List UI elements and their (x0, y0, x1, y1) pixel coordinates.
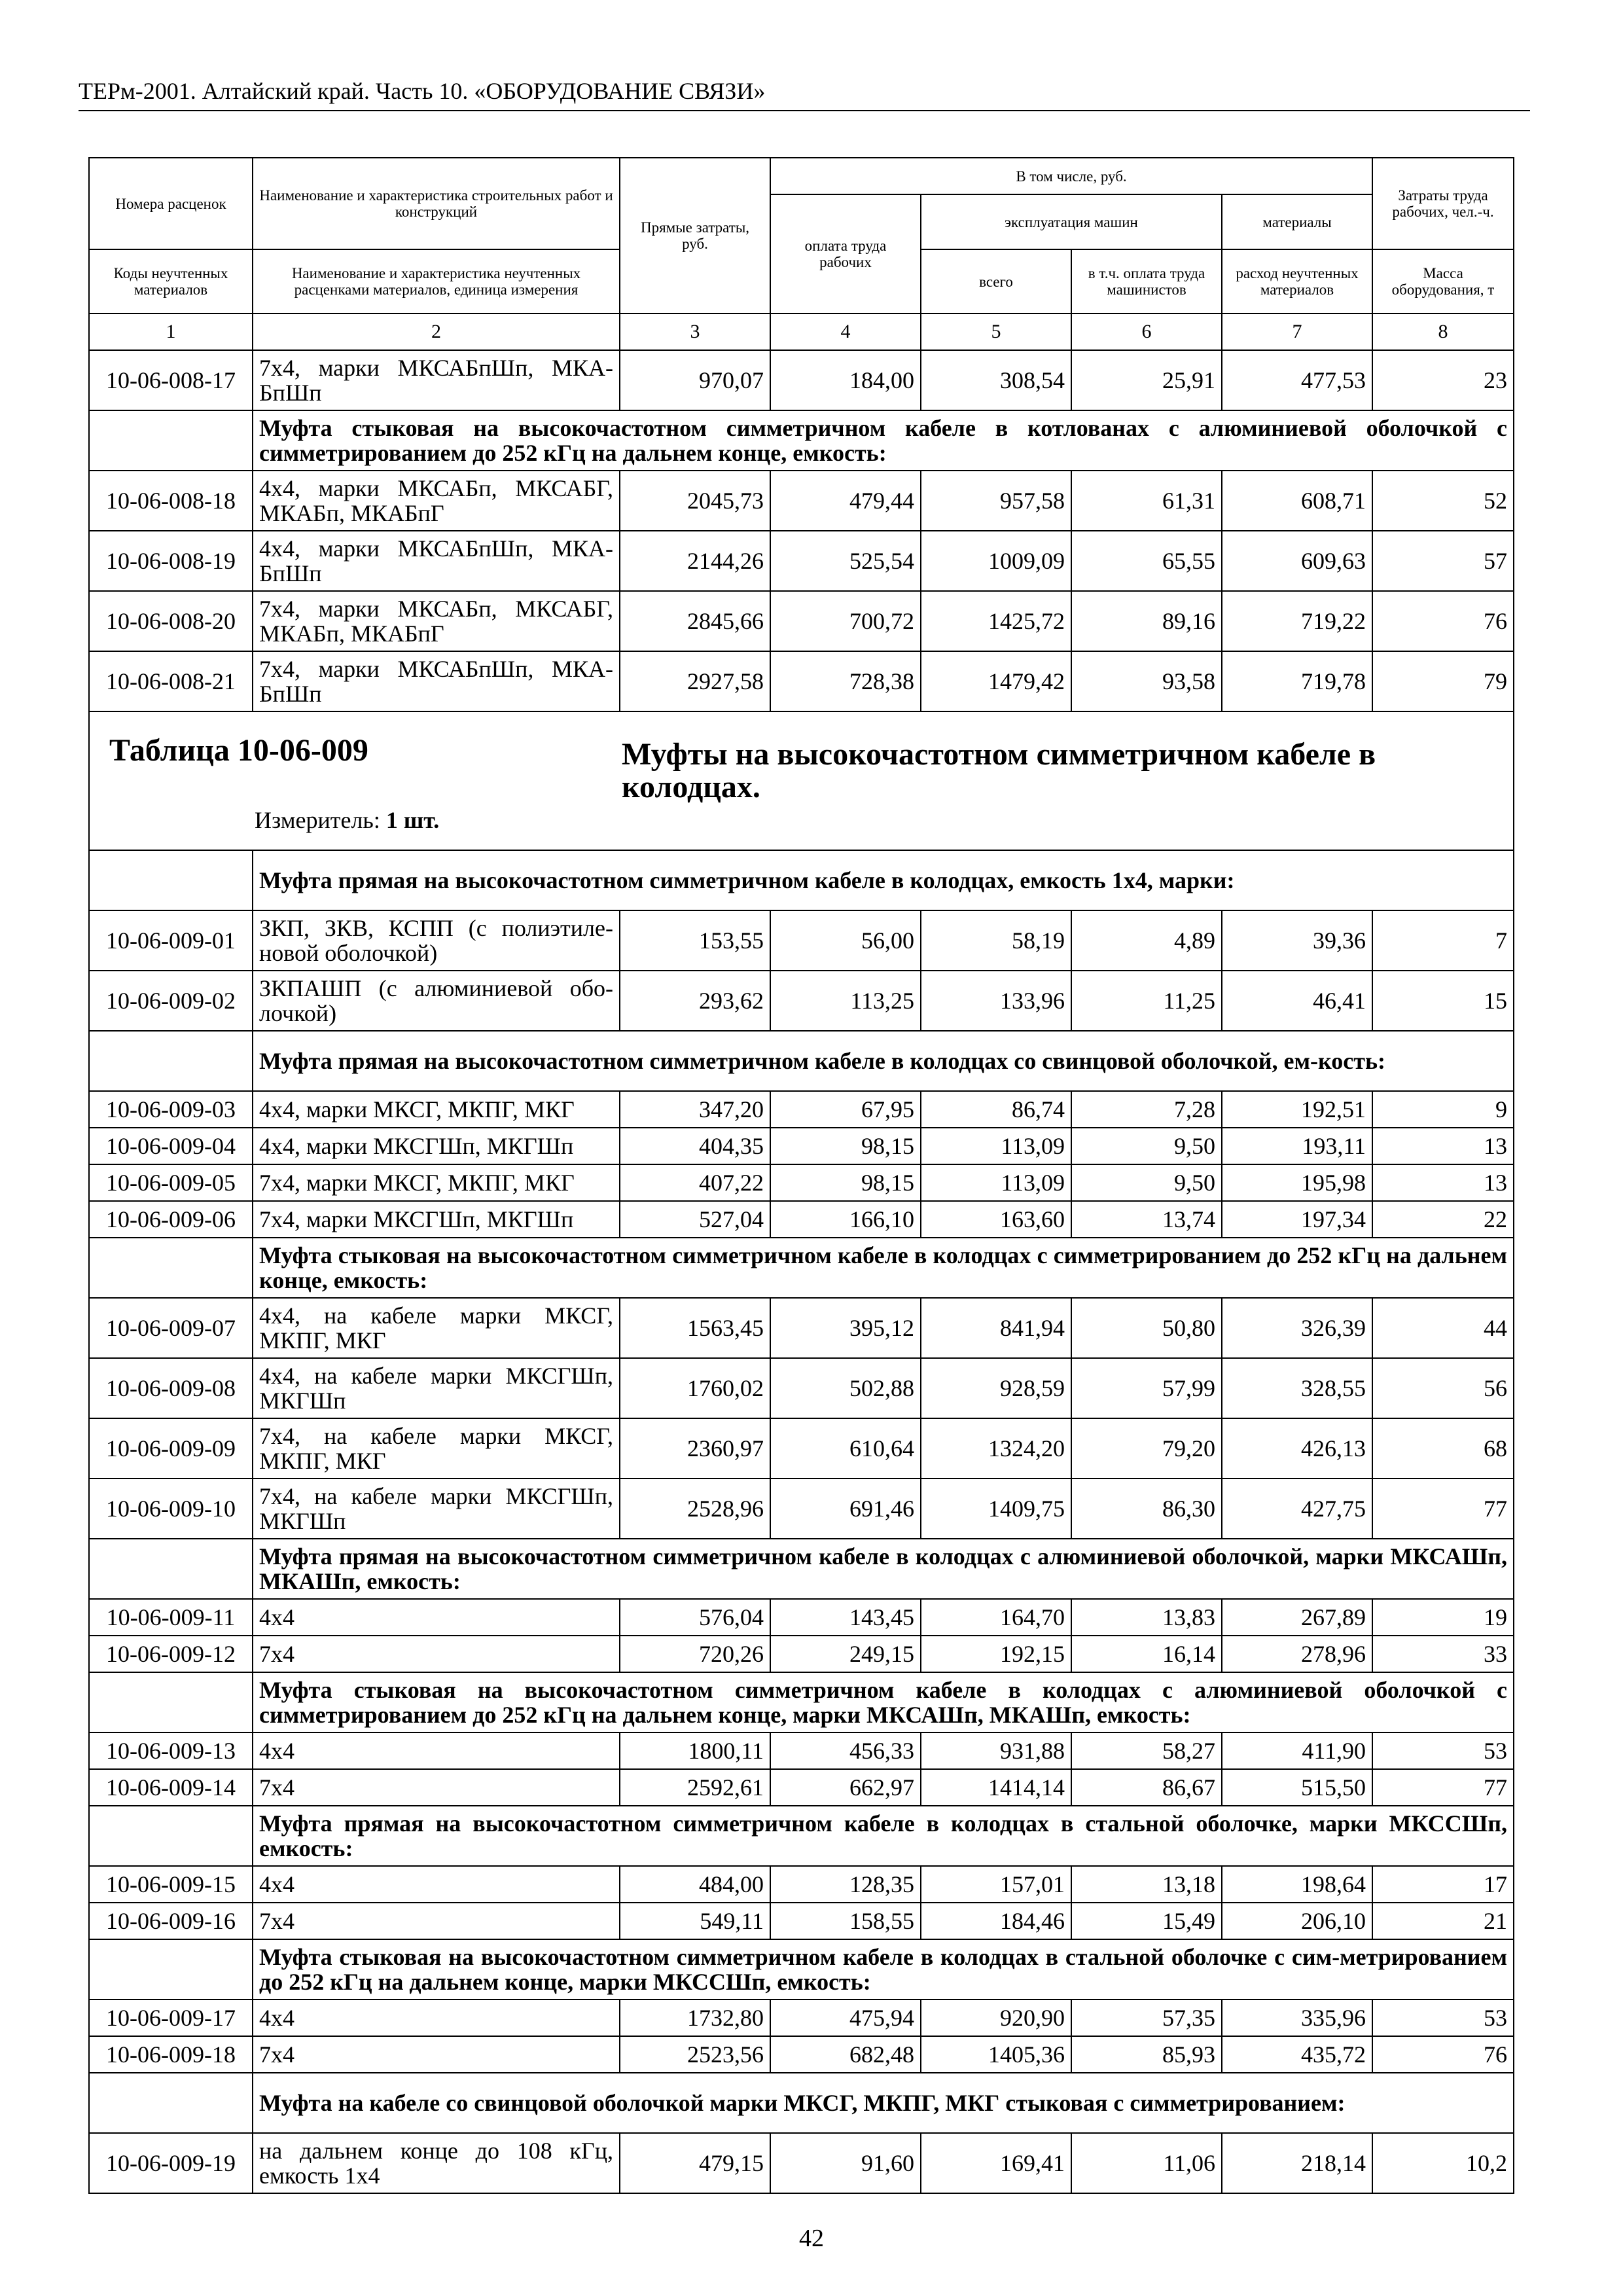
value-cell: 163,60 (921, 1201, 1071, 1238)
value-cell: 609,63 (1222, 531, 1372, 591)
empty-cell (89, 1672, 253, 1732)
rate-code: 10-06-009-14 (89, 1769, 253, 1806)
value-cell: 841,94 (921, 1298, 1071, 1358)
table-row (89, 1599, 1514, 1636)
value-cell: 157,01 (921, 1866, 1071, 1903)
value-cell: 166,10 (770, 1201, 921, 1238)
value-cell: 50,80 (1071, 1298, 1222, 1358)
value-cell: 192,51 (1222, 1091, 1372, 1128)
header-name2: Наименование и характеристика неучтенных расценками материалов, единица измерения (253, 249, 620, 314)
header-incl: в т.ч. оплата труда машинистов (1071, 249, 1222, 314)
value-cell: 2523,56 (620, 2036, 770, 2073)
value-cell: 67,95 (770, 1091, 921, 1128)
value-cell: 46,41 (1222, 971, 1372, 1031)
empty-cell (89, 1539, 253, 1599)
value-cell: 435,72 (1222, 2036, 1372, 2073)
value-cell: 10,2 (1372, 2133, 1514, 2193)
value-cell: 11,25 (1071, 971, 1222, 1031)
table-row (89, 2000, 1514, 2036)
group-heading: Муфта стыковая на высокочастотном симметричном кабеле в колодцах с симметрированием до 252 кГц на дальнем конце, емкость: (253, 1238, 1514, 1298)
group-heading: Муфта прямая на высокочастотном симметричном кабеле в колодцах, емкость 1х4, марки: (253, 850, 1514, 910)
value-cell: 53 (1372, 2000, 1514, 2036)
rate-name: 7х4, на кабеле марки МКСГШп, МКГШп (253, 1479, 620, 1539)
meter-label: Измеритель: (255, 807, 380, 833)
table-row (89, 1769, 1514, 1806)
value-cell: 195,98 (1222, 1164, 1372, 1201)
table-title-row (89, 711, 1514, 850)
table-row (89, 1164, 1514, 1201)
table-row (89, 350, 1514, 410)
rates-table (88, 157, 1514, 2194)
value-cell: 515,50 (1222, 1769, 1372, 1806)
value-cell: 77 (1372, 1769, 1514, 1806)
rate-name: 7х4 (253, 1903, 620, 1939)
value-cell: 662,97 (770, 1769, 921, 1806)
column-number: 6 (1071, 314, 1222, 350)
value-cell: 128,35 (770, 1866, 921, 1903)
value-cell: 427,75 (1222, 1479, 1372, 1539)
rate-name: 4х4, марки МКСАБп, МКСАБГ, МКАБп, МКАБпГ (253, 471, 620, 531)
rate-code: 10-06-008-17 (89, 350, 253, 410)
value-cell: 91,60 (770, 2133, 921, 2193)
table-row (89, 591, 1514, 651)
value-cell: 1324,20 (921, 1418, 1071, 1479)
value-cell: 395,12 (770, 1298, 921, 1358)
value-cell: 1479,42 (921, 651, 1071, 711)
value-cell: 13,74 (1071, 1201, 1222, 1238)
value-cell: 1009,09 (921, 531, 1071, 591)
value-cell: 25,91 (1071, 350, 1222, 410)
value-cell: 86,67 (1071, 1769, 1222, 1806)
value-cell: 57 (1372, 531, 1514, 591)
header-machines: эксплуатация машин (921, 194, 1222, 249)
value-cell: 44 (1372, 1298, 1514, 1358)
value-cell: 158,55 (770, 1903, 921, 1939)
value-cell: 1409,75 (921, 1479, 1071, 1539)
rate-code: 10-06-008-19 (89, 531, 253, 591)
empty-cell (89, 410, 253, 471)
value-cell: 56,00 (770, 910, 921, 971)
value-cell: 7 (1372, 910, 1514, 971)
rate-code: 10-06-009-17 (89, 2000, 253, 2036)
table-row (89, 1201, 1514, 1238)
value-cell: 192,15 (921, 1636, 1071, 1672)
group-row (89, 2073, 1514, 2133)
value-cell: 328,55 (1222, 1358, 1372, 1418)
rate-code: 10-06-009-01 (89, 910, 253, 971)
value-cell: 249,15 (770, 1636, 921, 1672)
table-row (89, 910, 1514, 971)
rate-name: 4х4 (253, 2000, 620, 2036)
header-mass: Масса оборудования, т (1372, 249, 1514, 314)
group-row (89, 1672, 1514, 1732)
rate-code: 10-06-009-19 (89, 2133, 253, 2193)
header-codes: Номера расценок (89, 158, 253, 249)
rate-name: 4х4, на кабеле марки МКСГ, МКПГ, МКГ (253, 1298, 620, 1358)
value-cell: 549,11 (620, 1903, 770, 1939)
group-row (89, 850, 1514, 910)
value-cell: 326,39 (1222, 1298, 1372, 1358)
table-row (89, 1903, 1514, 1939)
rate-name: 4х4, на кабеле марки МКСГШп, МКГШп (253, 1358, 620, 1418)
column-number: 7 (1222, 314, 1372, 350)
value-cell: 86,30 (1071, 1479, 1222, 1539)
rate-code: 10-06-009-04 (89, 1128, 253, 1164)
rate-name: 7х4, марки МКСАБп, МКСАБГ, МКАБп, МКАБпГ (253, 591, 620, 651)
value-cell: 218,14 (1222, 2133, 1372, 2193)
value-cell: 58,27 (1071, 1732, 1222, 1769)
value-cell: 197,34 (1222, 1201, 1372, 1238)
value-cell: 86,74 (921, 1091, 1071, 1128)
value-cell: 39,36 (1222, 910, 1372, 971)
rate-code: 10-06-008-21 (89, 651, 253, 711)
rate-code: 10-06-009-11 (89, 1599, 253, 1636)
rate-code: 10-06-009-08 (89, 1358, 253, 1418)
value-cell: 169,41 (921, 2133, 1071, 2193)
value-cell: 456,33 (770, 1732, 921, 1769)
value-cell: 719,78 (1222, 651, 1372, 711)
group-heading: Муфта на кабеле со свинцовой оболочкой марки МКСГ, МКПГ, МКГ стыковая с симметрированием: (253, 2073, 1514, 2133)
value-cell: 79,20 (1071, 1418, 1222, 1479)
header-labor: Затраты труда рабочих, чел.-ч. (1372, 158, 1514, 249)
table-row (89, 2133, 1514, 2193)
rate-name: 7х4, марки МКСГШп, МКГШп (253, 1201, 620, 1238)
value-cell: 1425,72 (921, 591, 1071, 651)
empty-cell (89, 2073, 253, 2133)
value-cell: 728,38 (770, 651, 921, 711)
rate-name: 7х4, на кабеле марки МКСГ, МКПГ, МКГ (253, 1418, 620, 1479)
value-cell: 407,22 (620, 1164, 770, 1201)
rate-name: 7х4, марки МКСАБпШп, МКА-БпШп (253, 651, 620, 711)
value-cell: 52 (1372, 471, 1514, 531)
table-row (89, 1732, 1514, 1769)
value-cell: 1760,02 (620, 1358, 770, 1418)
value-cell: 133,96 (921, 971, 1071, 1031)
group-row (89, 1031, 1514, 1091)
value-cell: 970,07 (620, 350, 770, 410)
value-cell: 608,71 (1222, 471, 1372, 531)
value-cell: 1732,80 (620, 2000, 770, 2036)
value-cell: 65,55 (1071, 531, 1222, 591)
table-row (89, 1128, 1514, 1164)
value-cell: 2045,73 (620, 471, 770, 531)
value-cell: 2845,66 (620, 591, 770, 651)
value-cell: 347,20 (620, 1091, 770, 1128)
value-cell: 77 (1372, 1479, 1514, 1539)
value-cell: 9,50 (1071, 1128, 1222, 1164)
value-cell: 206,10 (1222, 1903, 1372, 1939)
rate-code: 10-06-009-03 (89, 1091, 253, 1128)
value-cell: 2927,58 (620, 651, 770, 711)
value-cell: 411,90 (1222, 1732, 1372, 1769)
value-cell: 164,70 (921, 1599, 1071, 1636)
rate-name: 7х4 (253, 1769, 620, 1806)
value-cell: 68 (1372, 1418, 1514, 1479)
value-cell: 76 (1372, 2036, 1514, 2073)
value-cell: 267,89 (1222, 1599, 1372, 1636)
empty-cell (89, 1238, 253, 1298)
rate-name: 4х4, марки МКСГ, МКПГ, МКГ (253, 1091, 620, 1128)
value-cell: 404,35 (620, 1128, 770, 1164)
value-cell: 682,48 (770, 2036, 921, 2073)
rate-code: 10-06-009-06 (89, 1201, 253, 1238)
group-row (89, 1238, 1514, 1298)
table-row (89, 1636, 1514, 1672)
column-number: 4 (770, 314, 921, 350)
value-cell: 17 (1372, 1866, 1514, 1903)
group-row (89, 1939, 1514, 2000)
value-cell: 426,13 (1222, 1418, 1372, 1479)
rate-code: 10-06-009-07 (89, 1298, 253, 1358)
empty-cell (89, 850, 253, 910)
value-cell: 53 (1372, 1732, 1514, 1769)
rate-name: на дальнем конце до 108 кГц, емкость 1х4 (253, 2133, 620, 2193)
rate-code: 10-06-009-02 (89, 971, 253, 1031)
table-row (89, 1091, 1514, 1128)
rate-name: 7х4, марки МКСАБпШп, МКА-БпШп (253, 350, 620, 410)
value-cell: 79 (1372, 651, 1514, 711)
column-number: 5 (921, 314, 1071, 350)
rate-name: ЗКП, ЗКВ, КСПП (с полиэтиле-новой оболочкой) (253, 910, 620, 971)
group-heading: Муфта стыковая на высокочастотном симметричном кабеле в колодцах с алюминиевой оболочкой с симметрированием до 252 кГц на дальнем конце, марки МКСАШп, МКАШп, емкость: (253, 1672, 1514, 1732)
value-cell: 15 (1372, 971, 1514, 1031)
value-cell: 931,88 (921, 1732, 1071, 1769)
value-cell: 9 (1372, 1091, 1514, 1128)
value-cell: 479,15 (620, 2133, 770, 2193)
value-cell: 56 (1372, 1358, 1514, 1418)
rate-name: 4х4 (253, 1732, 620, 1769)
rate-name: 4х4 (253, 1866, 620, 1903)
rate-name: 7х4, марки МКСГ, МКПГ, МКГ (253, 1164, 620, 1201)
value-cell: 335,96 (1222, 2000, 1372, 2036)
value-cell: 13,83 (1071, 1599, 1222, 1636)
group-heading: Муфта стыковая на высокочастотном симметричном кабеле в котлованах с алюминиевой оболочкой с симметрированием до 252 кГц на дальнем конце, емкость: (253, 410, 1514, 471)
value-cell: 475,94 (770, 2000, 921, 2036)
value-cell: 502,88 (770, 1358, 921, 1418)
value-cell: 22 (1372, 1201, 1514, 1238)
value-cell: 184,46 (921, 1903, 1071, 1939)
group-row (89, 410, 1514, 471)
meter-value: 1 шт. (385, 807, 440, 833)
rate-code: 10-06-009-09 (89, 1418, 253, 1479)
rate-name: 4х4, марки МКСАБпШп, МКА-БпШп (253, 531, 620, 591)
value-cell: 13 (1372, 1128, 1514, 1164)
value-cell: 484,00 (620, 1866, 770, 1903)
group-heading: Муфта прямая на высокочастотном симметричном кабеле в колодцах со свинцовой оболочкой, ем-кость: (253, 1031, 1514, 1091)
value-cell: 1414,14 (921, 1769, 1071, 1806)
value-cell: 2528,96 (620, 1479, 770, 1539)
table-row (89, 1358, 1514, 1418)
header-in-total: В том числе, руб. (770, 158, 1372, 194)
value-cell: 2144,26 (620, 531, 770, 591)
table-row (89, 1418, 1514, 1479)
value-cell: 477,53 (1222, 350, 1372, 410)
header-name: Наименование и характеристика строительных работ и конструкций (253, 158, 620, 249)
value-cell: 113,09 (921, 1128, 1071, 1164)
value-cell: 308,54 (921, 350, 1071, 410)
table-row (89, 971, 1514, 1031)
group-heading: Муфта прямая на высокочастотном симметричном кабеле в колодцах в стальной оболочке, марки МКССШп, емкость: (253, 1806, 1514, 1866)
value-cell: 23 (1372, 350, 1514, 410)
column-number: 2 (253, 314, 620, 350)
rate-code: 10-06-009-15 (89, 1866, 253, 1903)
value-cell: 113,09 (921, 1164, 1071, 1201)
value-cell: 720,26 (620, 1636, 770, 1672)
value-cell: 293,62 (620, 971, 770, 1031)
rate-code: 10-06-009-16 (89, 1903, 253, 1939)
value-cell: 13,18 (1071, 1866, 1222, 1903)
empty-cell (89, 1806, 253, 1866)
column-number: 8 (1372, 314, 1514, 350)
table-row (89, 471, 1514, 531)
value-cell: 16,14 (1071, 1636, 1222, 1672)
value-cell: 2592,61 (620, 1769, 770, 1806)
rate-code: 10-06-009-05 (89, 1164, 253, 1201)
value-cell: 576,04 (620, 1599, 770, 1636)
value-cell: 153,55 (620, 910, 770, 971)
value-cell: 527,04 (620, 1201, 770, 1238)
value-cell: 58,19 (921, 910, 1071, 971)
rate-code: 10-06-009-13 (89, 1732, 253, 1769)
group-heading: Муфта стыковая на высокочастотном симметричном кабеле в колодцах в стальной оболочке с сим-метрированием до 252 кГц на дальнем конце, марки МКССШп, емкость: (253, 1939, 1514, 2000)
table-row (89, 1479, 1514, 1539)
table-row (89, 2036, 1514, 2073)
header-materials: материалы (1222, 194, 1372, 249)
value-cell: 11,06 (1071, 2133, 1222, 2193)
value-cell: 479,44 (770, 471, 921, 531)
page-number: 42 (799, 2225, 824, 2252)
value-cell: 9,50 (1071, 1164, 1222, 1201)
value-cell: 610,64 (770, 1418, 921, 1479)
table-title-cell (89, 711, 1514, 850)
value-cell: 957,58 (921, 471, 1071, 531)
rate-code: 10-06-008-20 (89, 591, 253, 651)
value-cell: 98,15 (770, 1164, 921, 1201)
value-cell: 928,59 (921, 1358, 1071, 1418)
value-cell: 61,31 (1071, 471, 1222, 531)
header-direct: Прямые затраты, руб. (620, 158, 770, 314)
rate-code: 10-06-009-12 (89, 1636, 253, 1672)
header-consumption: расход неучтенных материалов (1222, 249, 1372, 314)
value-cell: 4,89 (1071, 910, 1222, 971)
header-total: всего (921, 249, 1071, 314)
value-cell: 719,22 (1222, 591, 1372, 651)
group-heading: Муфта прямая на высокочастотном симметричном кабеле в колодцах с алюминиевой оболочкой, марки МКСАШп, МКАШп, емкость: (253, 1539, 1514, 1599)
header-codes2: Коды неучтенных материалов (89, 249, 253, 314)
rate-name: 7х4 (253, 2036, 620, 2073)
value-cell: 278,96 (1222, 1636, 1372, 1672)
empty-cell (89, 1031, 253, 1091)
value-cell: 89,16 (1071, 591, 1222, 651)
rate-name: ЗКПАШП (с алюминиевой обо-лочкой) (253, 971, 620, 1031)
value-cell: 920,90 (921, 2000, 1071, 2036)
header-wage: оплата труда рабочих (770, 194, 921, 314)
value-cell: 691,46 (770, 1479, 921, 1539)
value-cell: 13 (1372, 1164, 1514, 1201)
value-cell: 21 (1372, 1903, 1514, 1939)
value-cell: 85,93 (1071, 2036, 1222, 2073)
value-cell: 143,45 (770, 1599, 921, 1636)
value-cell: 93,58 (1071, 651, 1222, 711)
value-cell: 1405,36 (921, 2036, 1071, 2073)
value-cell: 113,25 (770, 971, 921, 1031)
group-row (89, 1806, 1514, 1866)
table-caption: Муфты на высокочастотном симметричном кабеле в колодцах. (622, 737, 1376, 804)
rate-name: 4х4, марки МКСГШп, МКГШп (253, 1128, 620, 1164)
table-row (89, 1866, 1514, 1903)
table-row (89, 1298, 1514, 1358)
rate-code: 10-06-008-18 (89, 471, 253, 531)
value-cell: 1800,11 (620, 1732, 770, 1769)
running-header: ТЕРм-2001. Алтайский край. Часть 10. «ОБОРУДОВАНИЕ СВЯЗИ» (79, 77, 1530, 111)
value-cell: 193,11 (1222, 1128, 1372, 1164)
column-number: 1 (89, 314, 253, 350)
value-cell: 525,54 (770, 531, 921, 591)
value-cell: 57,99 (1071, 1358, 1222, 1418)
value-cell: 76 (1372, 591, 1514, 651)
value-cell: 57,35 (1071, 2000, 1222, 2036)
rate-code: 10-06-009-18 (89, 2036, 253, 2073)
table-number: Таблица 10-06-009 (109, 733, 368, 768)
value-cell: 1563,45 (620, 1298, 770, 1358)
value-cell: 33 (1372, 1636, 1514, 1672)
value-cell: 184,00 (770, 350, 921, 410)
rate-name: 7х4 (253, 1636, 620, 1672)
value-cell: 15,49 (1071, 1903, 1222, 1939)
value-cell: 2360,97 (620, 1418, 770, 1479)
table-row (89, 531, 1514, 591)
value-cell: 7,28 (1071, 1091, 1222, 1128)
table-row (89, 651, 1514, 711)
value-cell: 700,72 (770, 591, 921, 651)
empty-cell (89, 1939, 253, 2000)
column-number: 3 (620, 314, 770, 350)
value-cell: 19 (1372, 1599, 1514, 1636)
rate-code: 10-06-009-10 (89, 1479, 253, 1539)
table-meter (255, 808, 439, 833)
group-row (89, 1539, 1514, 1599)
rate-name: 4х4 (253, 1599, 620, 1636)
value-cell: 198,64 (1222, 1866, 1372, 1903)
value-cell: 98,15 (770, 1128, 921, 1164)
